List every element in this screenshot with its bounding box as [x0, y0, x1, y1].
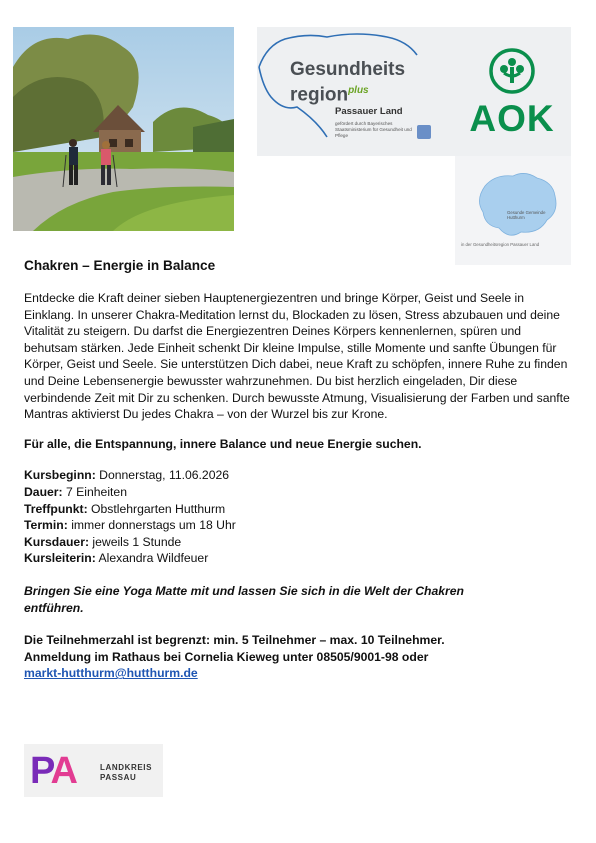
- landkreis-name: LANDKREIS PASSAU: [100, 763, 153, 782]
- registration-line: Anmeldung im Rathaus bei Cornelia Kieweg unter 08505/9001-98 oder: [24, 649, 429, 664]
- crest-icon: [417, 125, 431, 139]
- participant-limit: Die Teilnehmerzahl ist begrenzt: min. 5 Teilnehmer – max. 10 Teilnehmer.: [24, 633, 445, 648]
- detail-row-kursleiterin: Kursleiterin: Alexandra Wildfeuer: [24, 551, 209, 566]
- aok-logo: [453, 27, 571, 156]
- detail-row-kursbeginn: Kursbeginn: Donnerstag, 11.06.2026: [24, 468, 230, 483]
- gesundheitsregion-subtitle: Passauer Land: [335, 106, 403, 117]
- course-description: Entdecke die Kraft deiner sieben Hauptenergiezentren und bringe Körper, Geist und Seele in Einklang. In unserer Chakra-Meditation lernst du, Blockaden zu lösen, Stress abzubauen und deine Vitalität zu steigern. Du darfst die Energiezentren Deines Körpers kennenlernen, spüren und behutsam stärken. Jede Einheit schenkt Dir kleine Impulse, stille Momente und sanfte Übungen für Körper, Geist und Seele. Sie unterstützen Dich dabei, neue Kraft zu schöpfen, innere Ruhe zu finden und Deine Lebensenergie bewusster wahrzunehmen. Du bist herzlich eingeladen, Dir diese verbindende Zeit mit Dir zu schenken. Durch bewusste Atmung, Visualisierung der Farben und sanfte Mantras aktivierst Du jedes Chakra – von der Wurzel bis zur Krone.: [24, 291, 570, 422]
- landkreis-passau-logo: [24, 744, 163, 797]
- registration-info: [24, 632, 574, 682]
- aok-tree-icon: [488, 47, 536, 95]
- header-photo: [13, 27, 234, 231]
- bring-yoga-mat-note: Bringen Sie eine Yoga Matte mit und lassen Sie sich in die Welt der Chakren entführen.: [24, 583, 464, 615]
- map-caption: in der Gesundheitsregion Passauer Land: [461, 242, 540, 247]
- detail-row-dauer: Dauer: 7 Einheiten: [24, 484, 127, 499]
- detail-row-treffpunkt: Treffpunkt: Obstlehrgarten Hutthurm: [24, 501, 226, 516]
- target-audience: Für alle, die Entspannung, innere Balance und neue Energie suchen.: [24, 436, 422, 451]
- pa-mark: PA: [30, 750, 76, 792]
- gesundheitsregion-title: Gesundheits region$^{plus}$: [290, 59, 406, 106]
- map-label: Gesunde Gemeinde Hutthurm: [507, 210, 546, 220]
- email-link[interactable]: markt-hutthurm@hutthurm.de: [24, 666, 198, 681]
- course-details: [24, 467, 574, 567]
- gesundheitsregion-logo: [257, 27, 453, 156]
- detail-row-kursdauer: Kursdauer: jeweils 1 Stunde: [24, 534, 182, 549]
- course-title: Chakren – Energie in Balance: [24, 258, 216, 273]
- gesunde-gemeinde-map: [455, 156, 571, 265]
- course-flyer-body: [24, 257, 574, 682]
- walkers-photo-illustration: [13, 27, 234, 231]
- detail-row-termin: Termin: immer donnerstags um 18 Uhr: [24, 518, 236, 533]
- gesundheitsregion-funding: gefördert durch Bayerisches Staatsministerium für Gesundheit und Pflege: [335, 121, 412, 138]
- aok-wordmark: AOK: [469, 98, 555, 139]
